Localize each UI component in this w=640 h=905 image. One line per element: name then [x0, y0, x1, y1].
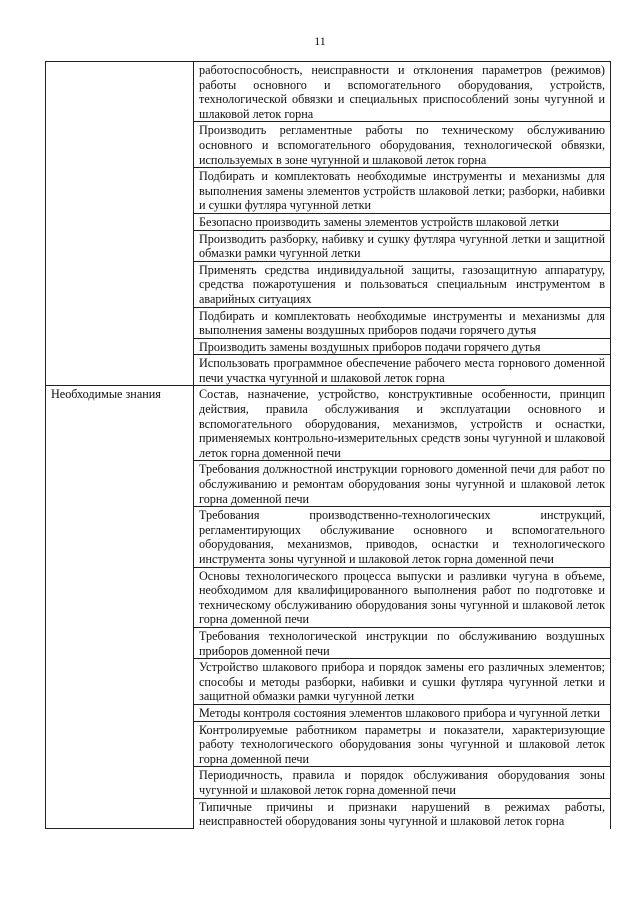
table-cell: Состав, назначение, устройство, конструктивные особенности, принцип действия, правила обслуживания и эксплуатации основного и вспомогательного оборудования, механизмов, устройств и оснастки, применяемых контрольно-измерительных средств зоны чугунной и шлаковой леток горна доменной печи	[194, 386, 611, 461]
table-cell: Применять средства индивидуальной защиты, газозащитную аппаратуру, средства пожаротушения и пользоваться специальным инструментом в аварийных ситуациях	[194, 261, 611, 307]
table-cell: Требования технологической инструкции по обслуживанию воздушных приборов доменной печи	[194, 627, 611, 658]
table-cell: Требования должностной инструкции горнового доменной печи для работ по обслуживанию и ремонтам оборудования зоны чугунной и шлаковой леток горна доменной печи	[194, 461, 611, 507]
section-label-cell	[46, 62, 194, 386]
table-cell: Подбирать и комплектовать необходимые инструменты и механизмы для выполнения замены воздушных приборов подачи горячего дутья	[194, 307, 611, 338]
table-cell: Устройство шлакового прибора и порядок замены его различных элементов; способы и методы разборки, набивки и сушки футляра чугунной летки и защитной обмазки рамки чугунной летки	[194, 659, 611, 705]
table-cell: Производить замены воздушных приборов подачи горячего дутья	[194, 338, 611, 355]
table-cell: Основы технологического процесса выпуски и разливки чугуна в объеме, необходимом для квалифицированного выполнения работ по подготовке и техническому обслуживанию оборудования зоны чугунной и шлаковой леток горна доменной печи	[194, 567, 611, 627]
page-number: 11	[314, 34, 326, 48]
table-cell: Требования производственно-технологических инструкций, регламентирующих обслуживание основного и вспомогательного оборудования, механизмов, приводов, оснастки и технологического инструмента зоны чугунной и шлаковой леток горна доменной печи	[194, 507, 611, 567]
table-cell: Безопасно производить замены элементов устройств шлаковой летки	[194, 213, 611, 230]
table-cell: Методы контроля состояния элементов шлакового прибора и чугунной летки	[194, 704, 611, 721]
table-cell: Периодичность, правила и порядок обслуживания оборудования зоны чугунной и шлаковой леток горна доменной печи	[194, 767, 611, 798]
table-cell: Контролируемые работником параметры и показатели, характеризующие работу технологического оборудования зоны чугунной и шлаковой леток горна доменной печи	[194, 721, 611, 767]
table-cell: Типичные причины и признаки нарушений в режимах работы, неисправностей оборудования зоны чугунной и шлаковой леток горна	[194, 798, 611, 829]
section-label: Необходимые знания	[51, 387, 161, 402]
table-cell: Производить регламентные работы по техническому обслуживанию основного и вспомогательного оборудования, технологической обвязки, используемых в зоне чугунной и шлаковой леток горна	[194, 122, 611, 168]
competency-table	[45, 61, 611, 829]
table-cell: Производить разборку, набивку и сушку футляра чугунной летки и защитной обмазки рамки чугунной летки	[194, 230, 611, 261]
table-row	[46, 62, 611, 122]
table-cell: Подбирать и комплектовать необходимые инструменты и механизмы для выполнения замены элементов устройств шлаковой летки; разборки, набивки и сушки футляра чугунной летки	[194, 168, 611, 214]
table-cell: работоспособность, неисправности и отклонения параметров (режимов) работы основного и вспомогательного оборудования, устройств, технологической обвязки и специальных приспособлений зоны чугунной и шлаковой леток горна	[194, 62, 611, 122]
table-cell: Использовать программное обеспечение рабочего места горнового доменной печи участка чугунной и шлаковой леток горна	[194, 355, 611, 386]
section-label-cell	[46, 386, 194, 829]
table-row	[46, 386, 611, 461]
